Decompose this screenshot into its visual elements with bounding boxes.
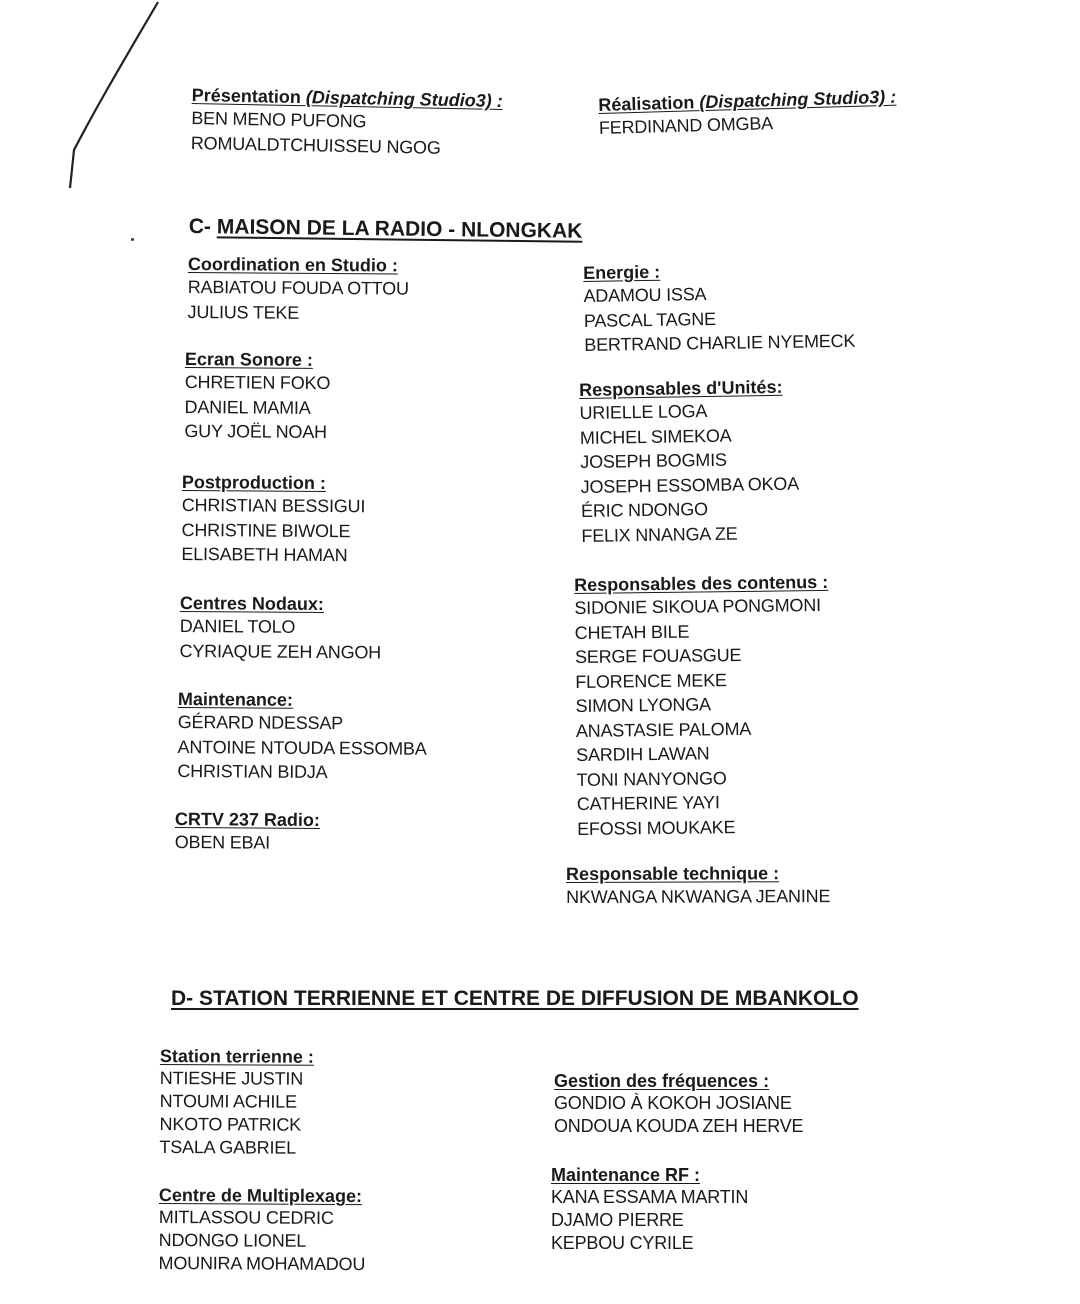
responsable-technique-block	[566, 862, 830, 909]
name-item: BERTRAND CHARLIE NYEMECK	[584, 330, 856, 355]
name-item: KANA ESSAMA MARTIN	[551, 1187, 749, 1207]
responsables-contenus-heading: Responsables des contenus :	[574, 571, 829, 595]
name-item: ADAMOU ISSA	[583, 284, 707, 306]
name-item: SIDONIE SIKOUA PONGMONI	[574, 594, 821, 618]
name-item: ÉRIC NDONGO	[580, 498, 709, 521]
name-item: ROMUALDTCHUISSEU NGOG	[190, 132, 441, 158]
maintenance-block	[177, 688, 427, 785]
ecran-sonore-block	[184, 348, 330, 445]
section-d-title	[171, 986, 859, 1012]
section-d-heading: D- STATION TERRIENNE ET CENTRE DE DIFFUSION DE MBANKOLO	[171, 987, 859, 1010]
name-item: EFOSSI MOUKAKE	[576, 816, 736, 839]
name-item: CHRISTIAN BESSIGUI	[181, 494, 366, 517]
name-item: DANIEL TOLO	[179, 615, 296, 637]
presentation-title: Présentation	[191, 84, 301, 108]
name-item: FLORENCE MEKE	[575, 669, 727, 692]
name-item: FERDINAND OMGBA	[598, 113, 774, 138]
responsables-unites-heading: Responsables d'Unités:	[579, 376, 783, 400]
crtv-radio-heading: CRTV 237 Radio:	[174, 809, 321, 831]
responsables-unites-block	[579, 376, 800, 548]
gestion-frequences-heading: Gestion des fréquences :	[554, 1071, 770, 1091]
realisation-block	[598, 86, 897, 141]
presentation-block	[191, 84, 503, 161]
coordination-heading: Coordination en Studio :	[187, 253, 398, 276]
pen-stroke-mark	[0, 0, 170, 200]
name-item: MOUNIRA MOHAMADOU	[158, 1252, 366, 1275]
name-item: DANIEL MAMIA	[184, 396, 311, 418]
energie-block	[583, 258, 855, 358]
name-item: ONDOUA KOUDA ZEH HERVE	[554, 1116, 804, 1136]
name-item: GÉRARD NDESSAP	[177, 711, 344, 734]
postproduction-block	[181, 471, 365, 568]
name-item: NTOUMI ACHILE	[159, 1090, 297, 1112]
name-item: BEN MENO PUFONG	[191, 107, 367, 132]
realisation-title: Réalisation	[598, 92, 695, 115]
centres-nodaux-heading: Centres Nodaux:	[179, 593, 325, 615]
name-item: ELISABETH HAMAN	[181, 543, 348, 566]
presentation-names	[191, 106, 503, 161]
name-item: TONI NANYONGO	[576, 767, 727, 790]
name-item: CATHERINE YAYI	[576, 792, 720, 814]
name-item: SARDIH LAWAN	[576, 743, 710, 765]
coordination-block	[188, 253, 410, 326]
name-item: ANASTASIE PALOMA	[575, 718, 752, 741]
name-item: CHRETIEN FOKO	[184, 371, 331, 394]
centre-multiplexage-heading: Centre de Multiplexage:	[158, 1185, 363, 1207]
presentation-qualifier: (Dispatching Studio3) :	[305, 87, 503, 111]
section-c-title	[189, 214, 583, 245]
name-item: PASCAL TAGNE	[583, 308, 717, 331]
name-item: GUY JOËL NOAH	[184, 420, 327, 442]
gestion-frequences-block	[554, 1070, 803, 1138]
name-item: RABIATOU FOUDA OTTOU	[187, 276, 409, 299]
name-item: JOSEPH ESSOMBA OKOA	[580, 473, 800, 497]
station-terrienne-block	[159, 1045, 314, 1160]
name-item: TSALA GABRIEL	[159, 1136, 296, 1158]
energie-heading: Energie :	[583, 261, 661, 283]
speck-mark	[131, 238, 134, 241]
maintenance-rf-block	[551, 1164, 748, 1255]
name-item: NKOTO PATRICK	[159, 1113, 302, 1135]
name-item: JOSEPH BOGMIS	[580, 449, 727, 472]
name-item: GONDIO À KOKOH JOSIANE	[554, 1093, 792, 1113]
crtv-radio-block	[175, 808, 320, 856]
postproduction-heading: Postproduction :	[181, 471, 326, 494]
section-c-prefix: C-	[188, 214, 212, 239]
centres-nodaux-block	[180, 592, 382, 664]
section-c-heading: MAISON DE LA RADIO - NLONGKAK	[216, 215, 583, 243]
responsable-technique-heading: Responsable technique :	[566, 863, 780, 884]
station-terrienne-heading: Station terrienne :	[159, 1046, 315, 1067]
maintenance-rf-heading: Maintenance RF :	[551, 1165, 701, 1185]
name-item: CHRISTINE BIWOLE	[181, 519, 351, 541]
name-item: FELIX NNANGA ZE	[581, 523, 738, 546]
name-item: ANTOINE NTOUDA ESSOMBA	[177, 736, 427, 759]
ecran-sonore-heading: Ecran Sonore :	[184, 348, 314, 370]
name-item: MITLASSOU CEDRIC	[158, 1206, 334, 1228]
name-item: JULIUS TEKE	[187, 301, 300, 323]
name-item: DJAMO PIERRE	[551, 1210, 684, 1230]
name-item: KEPBOU CYRILE	[551, 1233, 694, 1253]
name-item: SERGE FOUASGUE	[574, 644, 742, 667]
name-item: NKWANGA NKWANGA JEANINE	[566, 886, 831, 907]
name-item: CHETAH BILE	[574, 621, 690, 643]
name-item: URIELLE LOGA	[579, 400, 708, 423]
responsables-contenus-block	[574, 571, 831, 841]
maintenance-heading: Maintenance:	[177, 689, 294, 710]
name-item: OBEN EBAI	[174, 831, 271, 853]
name-item: NTIESHE JUSTIN	[159, 1067, 304, 1089]
name-item: MICHEL SIMEKOA	[579, 425, 732, 448]
name-item: CYRIAQUE ZEH ANGOH	[179, 640, 382, 662]
name-item: SIMON LYONGA	[575, 694, 712, 716]
name-item: NDONGO LIONEL	[158, 1229, 307, 1251]
name-item: CHRISTIAN BIDJA	[177, 760, 328, 783]
realisation-qualifier: (Dispatching Studio3) :	[699, 86, 897, 113]
centre-multiplexage-block	[159, 1184, 366, 1276]
